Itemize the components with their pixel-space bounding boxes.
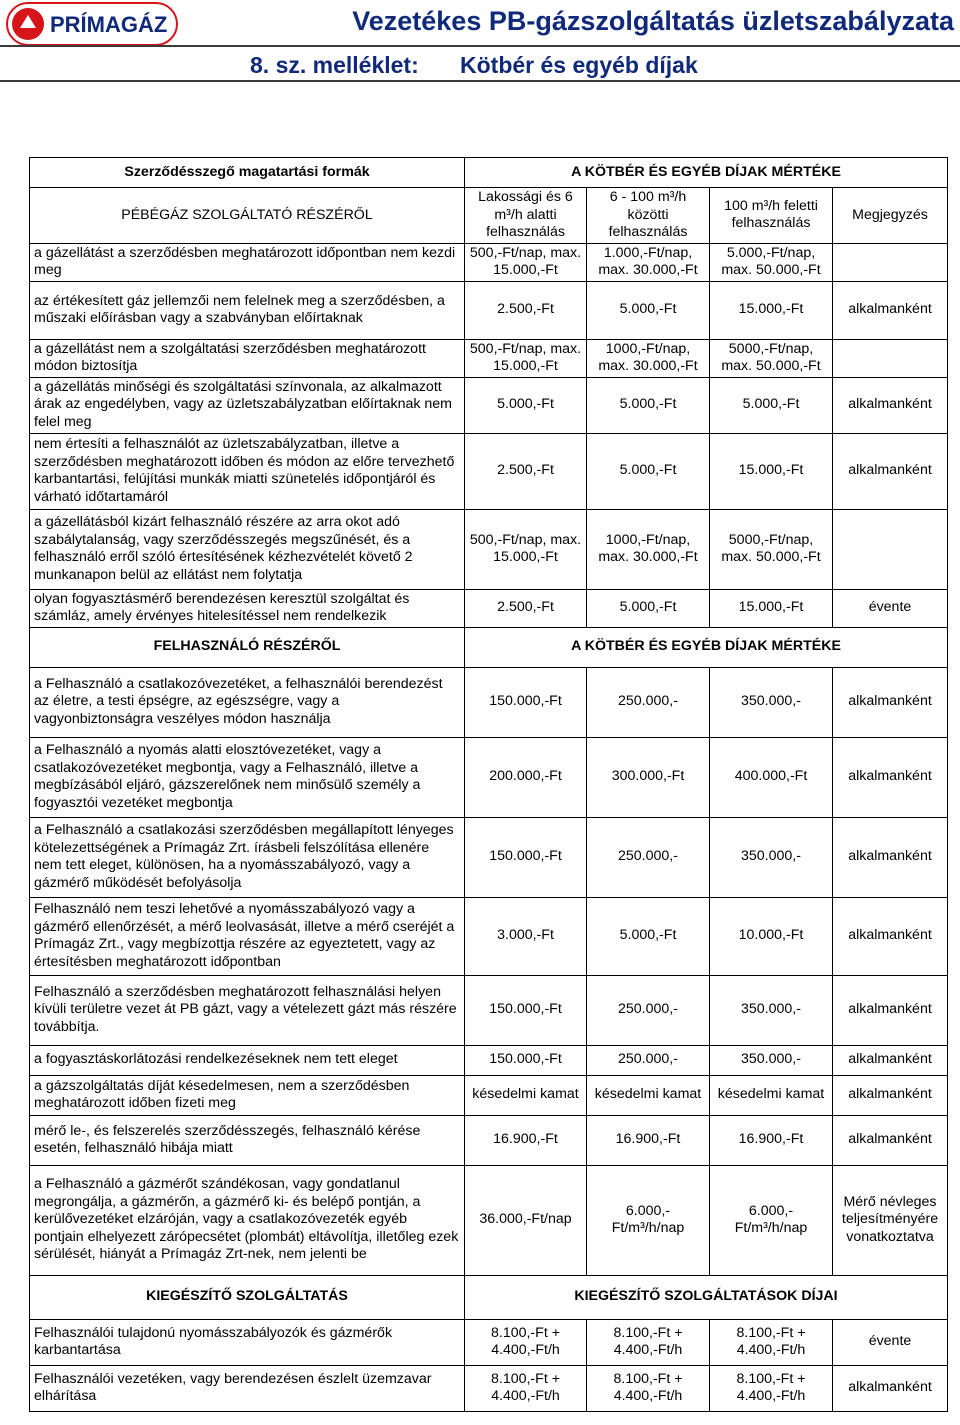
service-text: Felhasználói vezetéken, vagy berendezésen észlelt üzemzavar elhárítása — [30, 1365, 465, 1411]
fee-high: 350.000,- — [710, 975, 833, 1045]
fee-note: alkalmanként — [833, 377, 948, 433]
table-row — [30, 897, 948, 975]
fee-low: 2.500,-Ft — [465, 433, 587, 509]
fee-low: 5.000,-Ft — [465, 377, 587, 433]
fee-note — [833, 339, 948, 377]
table-row — [30, 509, 948, 589]
fee-note: alkalmanként — [833, 1045, 948, 1075]
conduct-text: az értékesített gáz jellemzői nem felelnek meg a szerződésben, a műszaki előírásban vagy a szabványban előírtaknak — [30, 281, 465, 339]
fee-note: alkalmanként — [833, 737, 948, 817]
header-row — [30, 158, 948, 188]
fee-low: 2.500,-Ft — [465, 589, 587, 627]
fee-note: évente — [833, 1319, 948, 1365]
user-amounts-header: A KÖTBÉR ÉS EGYÉB DÍJAK MÉRTÉKE — [465, 627, 948, 667]
conduct-text: a gázellátásból kizárt felhasználó részére az arra okot adó szabálytalanság, vagy szerződésszegés megszűnését, és a felhasználó erről szóló értesítésének kézhezvételét követő 2 munkanapon belül az ellátást nem folytatja — [30, 509, 465, 589]
table-row — [30, 589, 948, 627]
conduct-text: Felhasználó a szerződésben meghatározott felhasználási helyen kívüli területre vezet át PB gázt, vagy a vételezett gázt más részére továbbítja. — [30, 975, 465, 1045]
fee-high: 400.000,-Ft — [710, 737, 833, 817]
provider-section-title: PÉBÉGÁZ SZOLGÁLTATÓ RÉSZÉRŐL — [30, 188, 465, 244]
fee-low: 36.000,-Ft/nap — [465, 1165, 587, 1275]
conduct-column-header: Szerződésszegő magatartási formák — [30, 158, 465, 188]
amounts-column-header: A KÖTBÉR ÉS EGYÉB DÍJAK MÉRTÉKE — [465, 158, 948, 188]
fee-high: 350.000,- — [710, 817, 833, 897]
header-rule-top — [0, 45, 960, 47]
fee-mid: 8.100,-Ft + 4.400,-Ft/h — [587, 1365, 710, 1411]
annex-heading — [250, 52, 698, 79]
fee-mid: 250.000,- — [587, 817, 710, 897]
conduct-text: Felhasználó nem teszi lehetővé a nyomásszabályozó vagy a gázmérő ellenőrzését, a mérő leolvasását, illetve a mérő cseréjét a Prímagáz Zrt., vagy megbízottja részére az egyeztetett, vagy az értesítésben meghatározott időpontban — [30, 897, 465, 975]
user-section-title: FELHASZNÁLÓ RÉSZÉRŐL — [30, 627, 465, 667]
table-row — [30, 281, 948, 339]
table-row — [30, 667, 948, 737]
fee-high: 5000,-Ft/nap, max. 50.000,-Ft — [710, 509, 833, 589]
service-text: Felhasználói tulajdonú nyomásszabályozók és gázmérők karbantartása — [30, 1319, 465, 1365]
note-header: Megjegyzés — [833, 188, 948, 244]
fee-mid: 16.900,-Ft — [587, 1115, 710, 1165]
table-row — [30, 339, 948, 377]
fee-high: 350.000,- — [710, 1045, 833, 1075]
fee-note: alkalmanként — [833, 1075, 948, 1115]
fee-high: 350.000,- — [710, 667, 833, 737]
fee-mid: 5.000,-Ft — [587, 281, 710, 339]
fee-table — [29, 157, 948, 1412]
table-row — [30, 243, 948, 281]
fee-low: 150.000,-Ft — [465, 1045, 587, 1075]
fee-mid: 6.000,- Ft/m³/h/nap — [587, 1165, 710, 1275]
fee-mid: 5.000,-Ft — [587, 897, 710, 975]
conduct-text: nem értesíti a felhasználót az üzletszabályzatban, illetve a szerződésben meghatározott időben és módon az előre tervezhető karbantartási, felújítási munkák miatti szünetelés időpontjáról és várható időtartamáról — [30, 433, 465, 509]
table-row — [30, 1045, 948, 1075]
fee-note: alkalmanként — [833, 897, 948, 975]
table-row — [30, 377, 948, 433]
fee-note — [833, 243, 948, 281]
fee-note: Mérő névleges teljesítményére vonatkoztatva — [833, 1165, 948, 1275]
fee-low: 500,-Ft/nap, max. 15.000,-Ft — [465, 509, 587, 589]
annex-number: 8. sz. melléklet: — [250, 52, 419, 78]
fee-mid: késedelmi kamat — [587, 1075, 710, 1115]
fee-note: alkalmanként — [833, 975, 948, 1045]
fee-mid: 5.000,-Ft — [587, 433, 710, 509]
conduct-text: a gázellátást nem a szolgáltatási szerződésben meghatározott módon biztosítja — [30, 339, 465, 377]
fee-mid: 250.000,- — [587, 1045, 710, 1075]
fee-high: késedelmi kamat — [710, 1075, 833, 1115]
logo-text: PRÍMAGÁZ — [50, 12, 168, 37]
fee-note: alkalmanként — [833, 667, 948, 737]
consumption-low-header: Lakossági és 6 m³/h alatti felhasználás — [465, 188, 587, 244]
table-row — [30, 1075, 948, 1115]
conduct-text: a Felhasználó a csatlakozóvezetéket, a felhasználói berendezést az életre, a testi épségre, az egészségre, vagy a vagyonbiztonságra veszélyes módon használja — [30, 667, 465, 737]
fee-note: alkalmanként — [833, 1365, 948, 1411]
consumption-high-header: 100 m³/h feletti felhasználás — [710, 188, 833, 244]
fee-high: 6.000,- Ft/m³/h/nap — [710, 1165, 833, 1275]
fee-low: 150.000,-Ft — [465, 667, 587, 737]
fee-note — [833, 509, 948, 589]
annex-name: Kötbér és egyéb díjak — [460, 52, 698, 78]
fee-high: 15.000,-Ft — [710, 433, 833, 509]
table-row — [30, 975, 948, 1045]
conduct-text: a gázellátást a szerződésben meghatározott időpontban nem kezdi meg — [30, 243, 465, 281]
fee-note: alkalmanként — [833, 1115, 948, 1165]
conduct-text: a fogyasztáskorlátozási rendelkezéseknek nem tett eleget — [30, 1045, 465, 1075]
fee-note: évente — [833, 589, 948, 627]
fee-note: alkalmanként — [833, 433, 948, 509]
fee-low: 500,-Ft/nap, max. 15.000,-Ft — [465, 243, 587, 281]
fee-low: 2.500,-Ft — [465, 281, 587, 339]
fee-low: 8.100,-Ft + 4.400,-Ft/h — [465, 1365, 587, 1411]
conduct-text: a Felhasználó a nyomás alatti elosztóvezetéket, vagy a csatlakozóvezetéket megbontja, vagy a Felhasználó, illetve a megbízásából eljáró, gázszerelőnek nem minősülő személy a fogyasztói vezetéket megbontja — [30, 737, 465, 817]
fee-low: 3.000,-Ft — [465, 897, 587, 975]
fee-high: 5.000,-Ft/nap, max. 50.000,-Ft — [710, 243, 833, 281]
fee-high: 10.000,-Ft — [710, 897, 833, 975]
fee-mid: 1000,-Ft/nap, max. 30.000,-Ft — [587, 339, 710, 377]
fee-low: 150.000,-Ft — [465, 975, 587, 1045]
fee-mid: 250.000,- — [587, 667, 710, 737]
supplementary-section-title: KIEGÉSZÍTŐ SZOLGÁLTATÁS — [30, 1275, 465, 1319]
conduct-text: a gázszolgáltatás díját késedelmesen, nem a szerződésben meghatározott időben fizeti meg — [30, 1075, 465, 1115]
provider-section-row — [30, 188, 948, 244]
fee-low: 150.000,-Ft — [465, 817, 587, 897]
fee-mid: 1000,-Ft/nap, max. 30.000,-Ft — [587, 509, 710, 589]
conduct-text: a gázellátás minőségi és szolgáltatási színvonala, az alkalmazott árak az engedélyben, vagy az üzletszabályzatban előírtaknak nem felel meg — [30, 377, 465, 433]
table-row — [30, 1165, 948, 1275]
table-row — [30, 1319, 948, 1365]
document-title: Vezetékes PB-gázszolgáltatás üzletszabályzata — [352, 6, 954, 36]
conduct-text: a Felhasználó a csatlakozási szerződésben megállapított lényeges kötelezettségének a Prímagáz Zrt. írásbeli felszólítása ellenére nem tett eleget, különösen, ha a nyomásszabályozó, vagy a gázmérő működését befolyásolja — [30, 817, 465, 897]
table-row — [30, 433, 948, 509]
table-row — [30, 817, 948, 897]
fee-mid: 5.000,-Ft — [587, 377, 710, 433]
table-row — [30, 737, 948, 817]
fee-low: 8.100,-Ft + 4.400,-Ft/h — [465, 1319, 587, 1365]
supplementary-section-row — [30, 1275, 948, 1319]
fee-mid: 1.000,-Ft/nap, max. 30.000,-Ft — [587, 243, 710, 281]
conduct-text: olyan fogyasztásmérő berendezésen keresztül szolgáltat és számláz, amely érvényes hitelesítéssel nem rendelkezik — [30, 589, 465, 627]
fee-mid: 250.000,- — [587, 975, 710, 1045]
consumption-mid-header: 6 - 100 m³/h közötti felhasználás — [587, 188, 710, 244]
table-row — [30, 1115, 948, 1165]
fee-mid: 300.000,-Ft — [587, 737, 710, 817]
fee-high: 5.000,-Ft — [710, 377, 833, 433]
header-rule-bottom — [0, 80, 960, 82]
table-row — [30, 1365, 948, 1411]
fee-high: 5000,-Ft/nap, max. 50.000,-Ft — [710, 339, 833, 377]
user-section-row — [30, 627, 948, 667]
fee-mid: 5.000,-Ft — [587, 589, 710, 627]
conduct-text: a Felhasználó a gázmérőt szándékosan, vagy gondatlanul megrongálja, a gázmérőn, a gázmérő ki- és belépő pontján, a kerülővezetéket elzáróján, vagy a csatlakozóvezeték egyéb pontjain elhelyezett zárópecsétet (plombát) eltávolítja, illetőleg ezek sérülését, hiányát a Prímagáz Zrt-nek, nem jelenti be — [30, 1165, 465, 1275]
fee-low: 16.900,-Ft — [465, 1115, 587, 1165]
fee-low: késedelmi kamat — [465, 1075, 587, 1115]
fee-high: 8.100,-Ft + 4.400,-Ft/h — [710, 1319, 833, 1365]
fee-low: 500,-Ft/nap, max. 15.000,-Ft — [465, 339, 587, 377]
fee-high: 15.000,-Ft — [710, 281, 833, 339]
fee-note: alkalmanként — [833, 281, 948, 339]
fee-high: 16.900,-Ft — [710, 1115, 833, 1165]
fee-high: 15.000,-Ft — [710, 589, 833, 627]
fee-note: alkalmanként — [833, 817, 948, 897]
fee-high: 8.100,-Ft + 4.400,-Ft/h — [710, 1365, 833, 1411]
primagaz-logo — [6, 2, 178, 46]
supplementary-fees-header: KIEGÉSZÍTŐ SZOLGÁLTATÁSOK DÍJAI — [465, 1275, 948, 1319]
conduct-text: mérő le-, és felszerelés szerződésszegés, felhasználó kérése esetén, felhasználó hibája miatt — [30, 1115, 465, 1165]
fee-low: 200.000,-Ft — [465, 737, 587, 817]
fee-mid: 8.100,-Ft + 4.400,-Ft/h — [587, 1319, 710, 1365]
